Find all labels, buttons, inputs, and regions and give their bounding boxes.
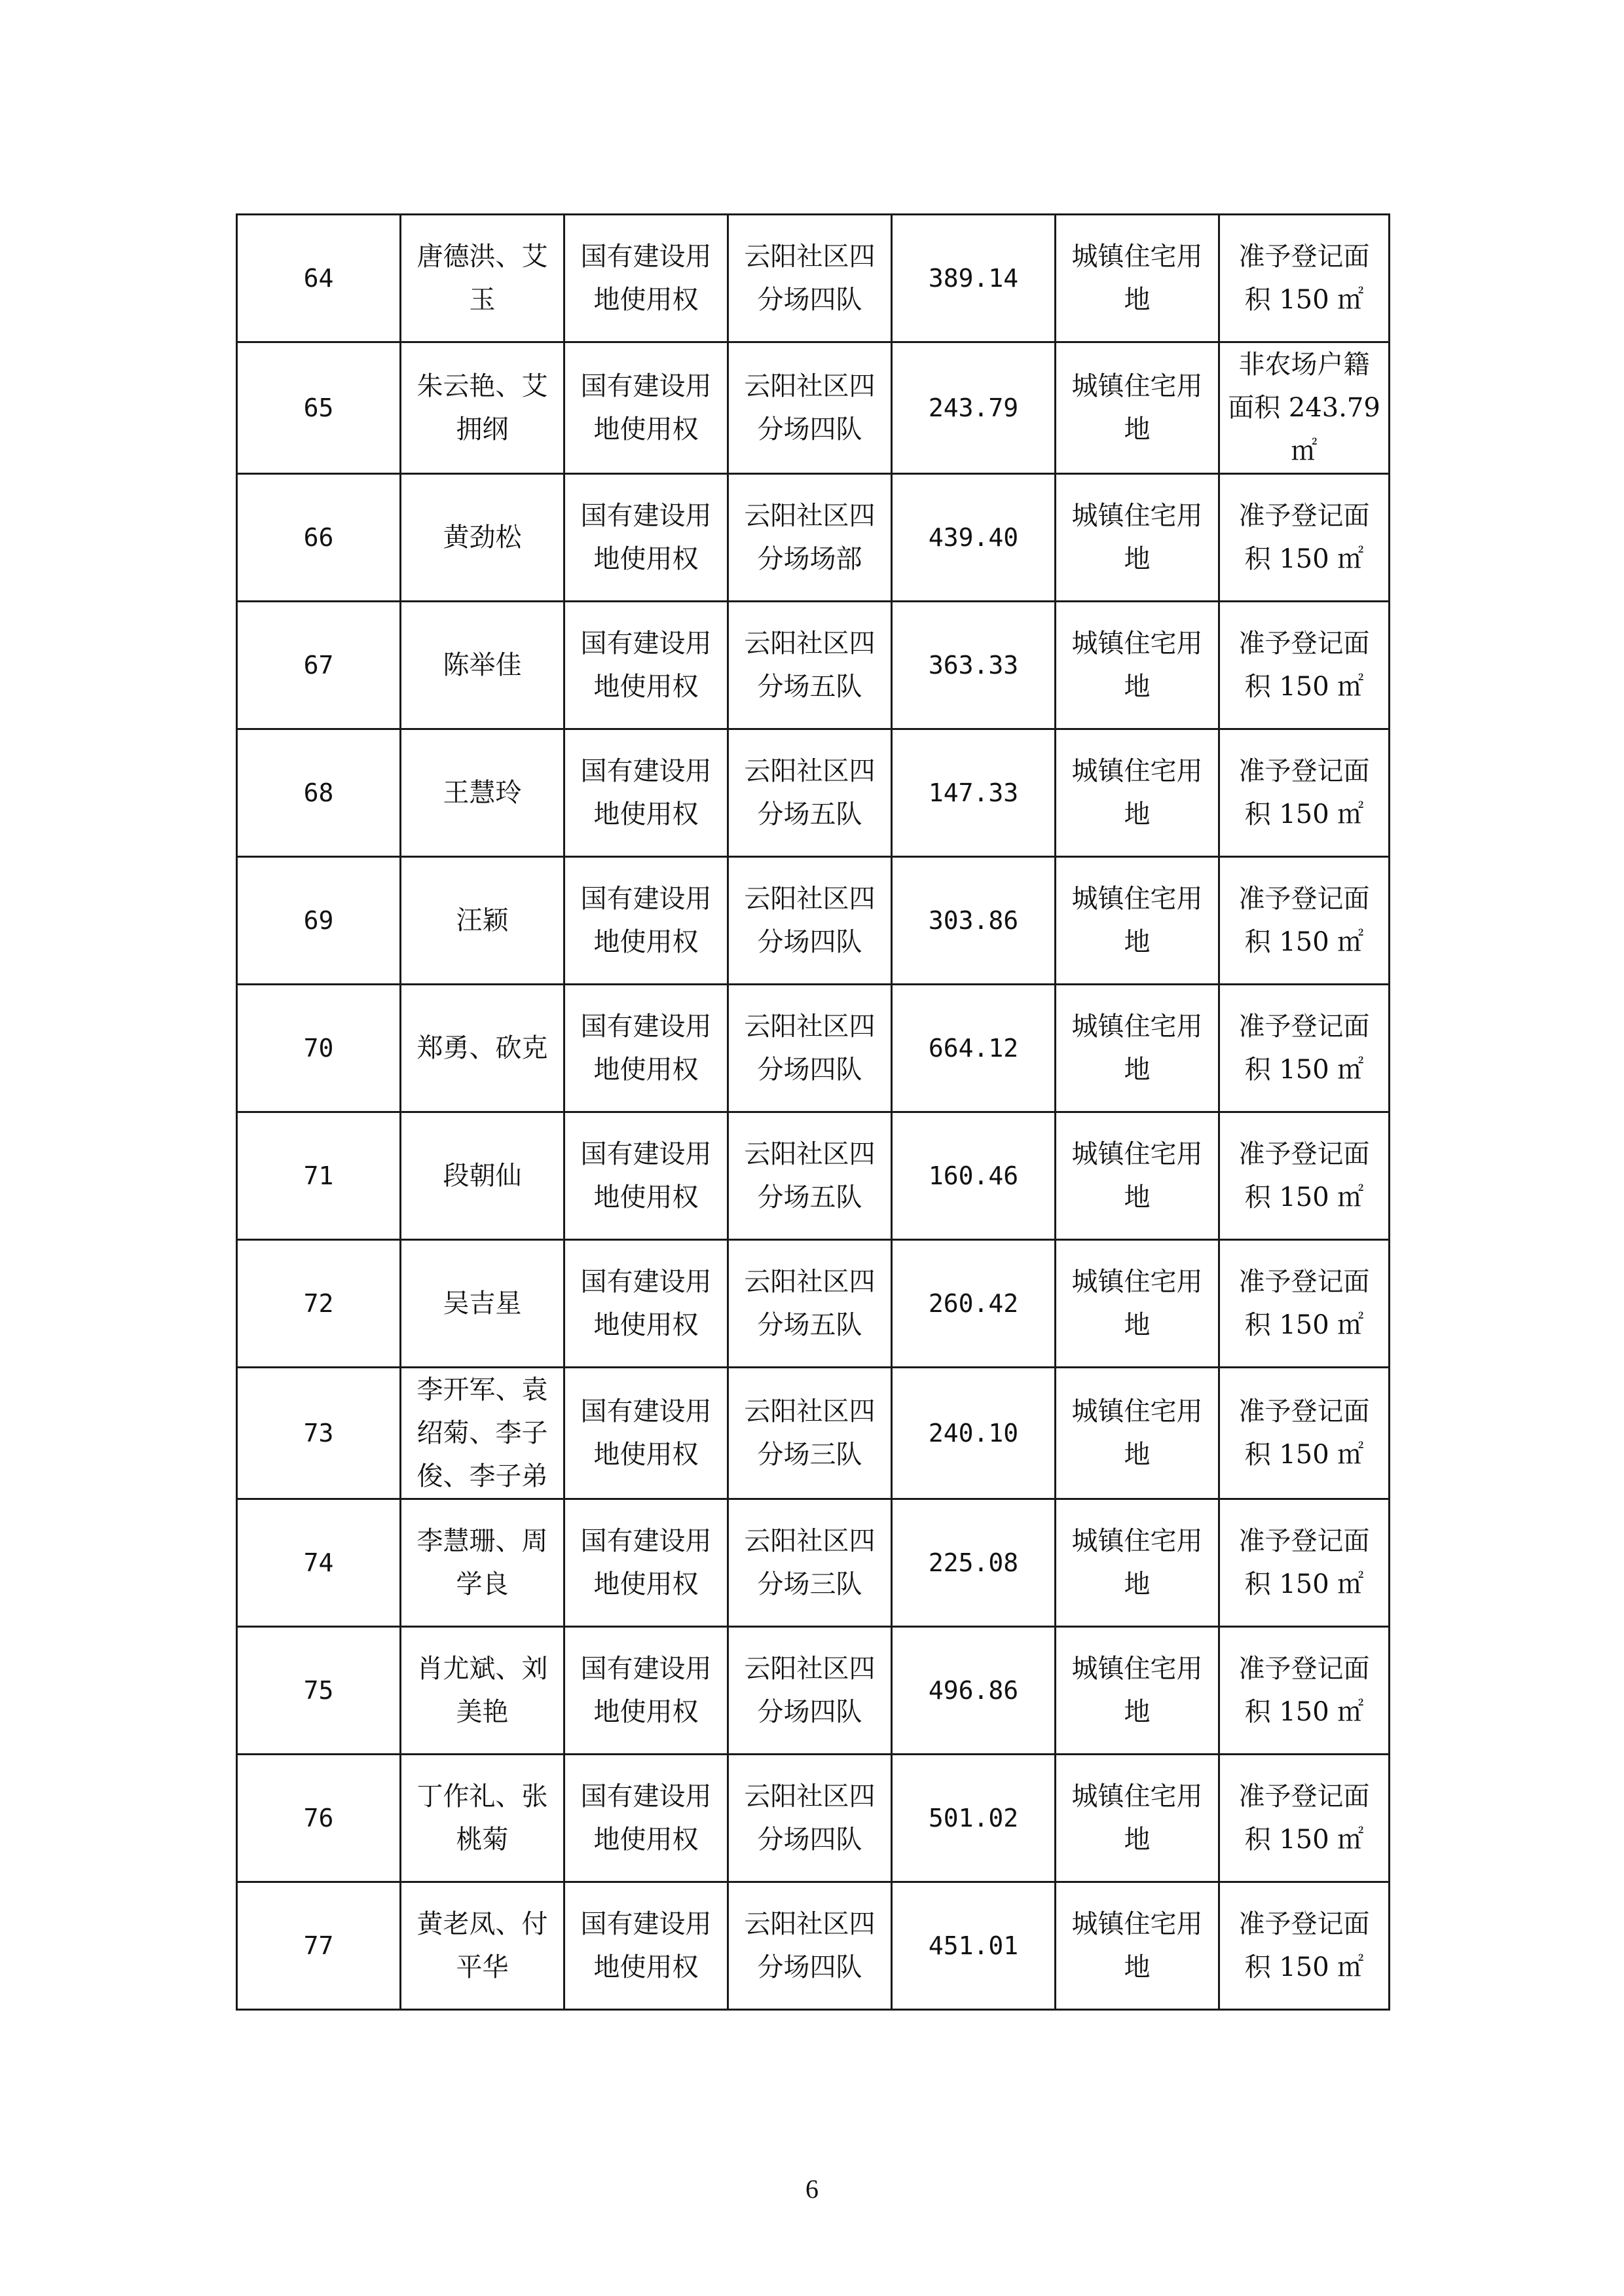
row-number-cell: 75	[237, 1627, 401, 1755]
land-use-cell: 城镇住宅用地	[1056, 1755, 1219, 1882]
row-number-cell: 77	[237, 1882, 401, 2010]
owner-name-cell: 唐德洪、艾玉	[401, 215, 564, 342]
row-number-cell: 76	[237, 1755, 401, 1882]
land-use-cell: 城镇住宅用地	[1056, 602, 1219, 729]
owner-name-cell: 郑勇、砍克	[401, 985, 564, 1112]
location-cell: 云阳社区四分场四队	[728, 1627, 892, 1755]
land-use-cell: 城镇住宅用地	[1056, 1499, 1219, 1627]
right-type-cell: 国有建设用地使用权	[564, 1499, 728, 1627]
remark-cell: 准予登记面积 150 ㎡	[1219, 729, 1390, 857]
land-use-cell: 城镇住宅用地	[1056, 729, 1219, 857]
location-cell: 云阳社区四分场四队	[728, 985, 892, 1112]
row-number-cell: 74	[237, 1499, 401, 1627]
remark-cell: 准予登记面积 150 ㎡	[1219, 1112, 1390, 1240]
location-cell: 云阳社区四分场四队	[728, 342, 892, 474]
area-cell: 389.14	[892, 215, 1056, 342]
right-type-cell: 国有建设用地使用权	[564, 1240, 728, 1368]
right-type-cell: 国有建设用地使用权	[564, 1755, 728, 1882]
land-use-cell: 城镇住宅用地	[1056, 1882, 1219, 2010]
land-use-cell: 城镇住宅用地	[1056, 1240, 1219, 1368]
table-body	[237, 215, 1390, 2010]
remark-cell: 准予登记面积 150 ㎡	[1219, 1240, 1390, 1368]
table-row	[237, 857, 1390, 985]
right-type-cell: 国有建设用地使用权	[564, 342, 728, 474]
remark-cell: 准予登记面积 150 ㎡	[1219, 1368, 1390, 1499]
land-use-cell: 城镇住宅用地	[1056, 1112, 1219, 1240]
remark-cell: 准予登记面积 150 ㎡	[1219, 1499, 1390, 1627]
owner-name-cell: 黄老凤、付平华	[401, 1882, 564, 2010]
owner-name-cell: 朱云艳、艾拥纲	[401, 342, 564, 474]
right-type-cell: 国有建设用地使用权	[564, 1882, 728, 2010]
area-cell: 240.10	[892, 1368, 1056, 1499]
right-type-cell: 国有建设用地使用权	[564, 729, 728, 857]
row-number-cell: 66	[237, 474, 401, 602]
owner-name-cell: 黄劲松	[401, 474, 564, 602]
area-cell: 225.08	[892, 1499, 1056, 1627]
location-cell: 云阳社区四分场场部	[728, 474, 892, 602]
remark-cell: 准予登记面积 150 ㎡	[1219, 602, 1390, 729]
right-type-cell: 国有建设用地使用权	[564, 857, 728, 985]
location-cell: 云阳社区四分场四队	[728, 1882, 892, 2010]
owner-name-cell: 段朝仙	[401, 1112, 564, 1240]
row-number-cell: 64	[237, 215, 401, 342]
page-number: 6	[805, 2174, 819, 2204]
area-cell: 664.12	[892, 985, 1056, 1112]
location-cell: 云阳社区四分场五队	[728, 1240, 892, 1368]
right-type-cell: 国有建设用地使用权	[564, 215, 728, 342]
location-cell: 云阳社区四分场三队	[728, 1499, 892, 1627]
remark-cell: 准予登记面积 150 ㎡	[1219, 1882, 1390, 2010]
remark-cell: 非农场户籍面积 243.79 ㎡	[1219, 342, 1390, 474]
remark-cell: 准予登记面积 150 ㎡	[1219, 1755, 1390, 1882]
row-number-cell: 68	[237, 729, 401, 857]
land-use-cell: 城镇住宅用地	[1056, 857, 1219, 985]
location-cell: 云阳社区四分场四队	[728, 215, 892, 342]
row-number-cell: 73	[237, 1368, 401, 1499]
owner-name-cell: 肖尤斌、刘美艳	[401, 1627, 564, 1755]
land-use-cell: 城镇住宅用地	[1056, 1368, 1219, 1499]
row-number-cell: 72	[237, 1240, 401, 1368]
location-cell: 云阳社区四分场五队	[728, 729, 892, 857]
area-cell: 260.42	[892, 1240, 1056, 1368]
row-number-cell: 71	[237, 1112, 401, 1240]
area-cell: 363.33	[892, 602, 1056, 729]
area-cell: 147.33	[892, 729, 1056, 857]
area-cell: 160.46	[892, 1112, 1056, 1240]
location-cell: 云阳社区四分场四队	[728, 1755, 892, 1882]
area-cell: 243.79	[892, 342, 1056, 474]
owner-name-cell: 丁作礼、张桃菊	[401, 1755, 564, 1882]
land-registration-table	[236, 213, 1390, 2011]
remark-cell: 准予登记面积 150 ㎡	[1219, 215, 1390, 342]
land-use-cell: 城镇住宅用地	[1056, 342, 1219, 474]
table-row	[237, 342, 1390, 474]
area-cell: 439.40	[892, 474, 1056, 602]
table-row	[237, 1499, 1390, 1627]
owner-name-cell: 李开军、袁绍菊、李子俊、李子弟	[401, 1368, 564, 1499]
area-cell: 501.02	[892, 1755, 1056, 1882]
owner-name-cell: 王慧玲	[401, 729, 564, 857]
area-cell: 303.86	[892, 857, 1056, 985]
table-row	[237, 1240, 1390, 1368]
location-cell: 云阳社区四分场四队	[728, 857, 892, 985]
table-row	[237, 1627, 1390, 1755]
table-row	[237, 729, 1390, 857]
remark-cell: 准予登记面积 150 ㎡	[1219, 985, 1390, 1112]
table-row	[237, 215, 1390, 342]
table-row	[237, 1882, 1390, 2010]
table-row	[237, 985, 1390, 1112]
land-use-cell: 城镇住宅用地	[1056, 1627, 1219, 1755]
table-row	[237, 474, 1390, 602]
table-row	[237, 1112, 1390, 1240]
right-type-cell: 国有建设用地使用权	[564, 602, 728, 729]
location-cell: 云阳社区四分场三队	[728, 1368, 892, 1499]
land-use-cell: 城镇住宅用地	[1056, 215, 1219, 342]
row-number-cell: 67	[237, 602, 401, 729]
owner-name-cell: 汪颖	[401, 857, 564, 985]
table-row	[237, 1368, 1390, 1499]
remark-cell: 准予登记面积 150 ㎡	[1219, 857, 1390, 985]
location-cell: 云阳社区四分场五队	[728, 602, 892, 729]
table-row	[237, 1755, 1390, 1882]
owner-name-cell: 吴吉星	[401, 1240, 564, 1368]
location-cell: 云阳社区四分场五队	[728, 1112, 892, 1240]
right-type-cell: 国有建设用地使用权	[564, 1627, 728, 1755]
row-number-cell: 65	[237, 342, 401, 474]
right-type-cell: 国有建设用地使用权	[564, 1112, 728, 1240]
land-use-cell: 城镇住宅用地	[1056, 474, 1219, 602]
owner-name-cell: 陈举佳	[401, 602, 564, 729]
row-number-cell: 69	[237, 857, 401, 985]
owner-name-cell: 李慧珊、周学良	[401, 1499, 564, 1627]
table-row	[237, 602, 1390, 729]
area-cell: 496.86	[892, 1627, 1056, 1755]
right-type-cell: 国有建设用地使用权	[564, 1368, 728, 1499]
right-type-cell: 国有建设用地使用权	[564, 474, 728, 602]
remark-cell: 准予登记面积 150 ㎡	[1219, 474, 1390, 602]
land-use-cell: 城镇住宅用地	[1056, 985, 1219, 1112]
area-cell: 451.01	[892, 1882, 1056, 2010]
remark-cell: 准予登记面积 150 ㎡	[1219, 1627, 1390, 1755]
right-type-cell: 国有建设用地使用权	[564, 985, 728, 1112]
row-number-cell: 70	[237, 985, 401, 1112]
